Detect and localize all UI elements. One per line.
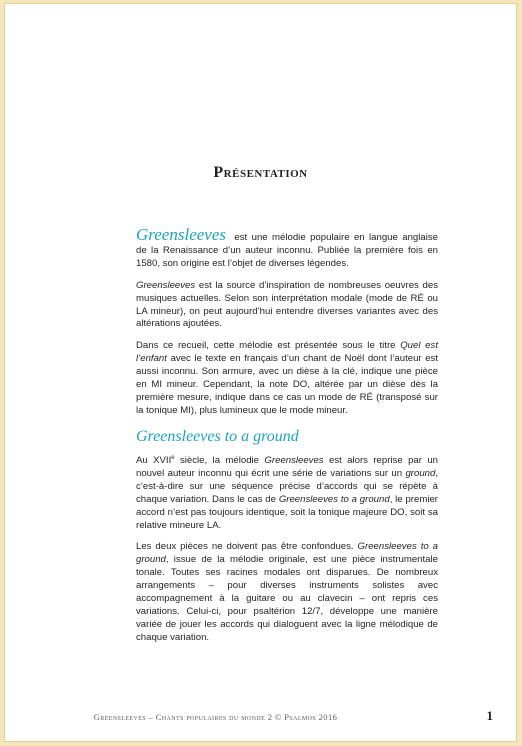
paragraph-2: [136, 280, 438, 332]
p4-sup: e: [171, 454, 175, 461]
p4-i3: Greensleeves to a ground: [278, 493, 390, 505]
p4-i2: ground: [405, 467, 436, 479]
p4-c: est alors reprise par un nouvel auteur inconnu qui écrit une série de variations sur un: [136, 454, 438, 479]
p3-italic: Quel est l’enfant: [136, 340, 438, 365]
p5-b: , issue de la mélodie originale, est une pièce instrumentale tonale. Toutes ses racines modales ont disparues. De nombreux arrangements – pour diverses instruments solistes avec accompagnement à la guitare ou au clavecin – ont repris ces variations. Celui-ci, pour psaltérion 12/7, développe une manière variée de jouer les accords qui dialoguent avec la ligne mélodique de chaque variation.: [136, 554, 438, 643]
p4-a: Au XVII: [136, 454, 172, 466]
p4-d: , c’est-à-dire sur une séquence précise d’accords qui se répète à chaque variation. Dans le cas de: [136, 467, 438, 505]
paragraph-4: [136, 452, 438, 533]
intro-paragraph: [136, 226, 438, 271]
paragraph-3: [136, 340, 438, 417]
p4-e: , le premier accord n’est pas toujours identique, soit la tonique majeure DO, soit sa relative mineure LA.: [136, 493, 438, 531]
paragraph-5: [136, 541, 438, 644]
p4-i1: Greensleeves: [264, 454, 324, 466]
page-footer: Greensleeves – Chants populaires du monde 2 © Psalmos 2016: [93, 712, 338, 722]
section-heading: Greensleeves to a ground: [136, 427, 299, 445]
p3-after: avec le texte en français d’un chant de Noël dont l’auteur est aussi inconnu. Son armure, avec un dièse à la clé, indique une pièce en MI mineur. Cependant, la note DO, altérée par un dièse dès la première mesure, indique dans ce cas un mode de RÉ (transposé sur la tonique MI), plus lumineux que le mode mineur.: [136, 353, 439, 416]
p4-b: siècle, la mélodie: [179, 454, 260, 466]
p5-a: Les deux pièces ne doivent pas être confondues.: [136, 541, 354, 553]
page-number: 1: [486, 708, 493, 723]
document-page: [4, 3, 517, 742]
p5-i1: Greensleeves to a ground: [136, 541, 438, 566]
lead-word: Greensleeves: [136, 225, 226, 244]
body-text: [136, 226, 438, 654]
p2-italic: Greensleeves: [136, 279, 196, 291]
p3-before: Dans ce recueil, cette mélodie est présentée sous le titre: [136, 340, 396, 352]
page-title: Présentation: [213, 164, 308, 181]
p2-text: est la source d’inspiration de nombreuses oeuvres des musiques actuelles. Selon son interprétation modale (mode de RÉ ou LA mineur), on peut aujourd’hui entendre diverses variantes avec des altérations ajoutées.: [136, 279, 438, 330]
intro-text: est une mélodie populaire en langue anglaise de la Renaissance d’un auteur inconnu. Publiée la première fois en 1580, son origine est l’objet de diverses légendes.: [136, 232, 438, 269]
